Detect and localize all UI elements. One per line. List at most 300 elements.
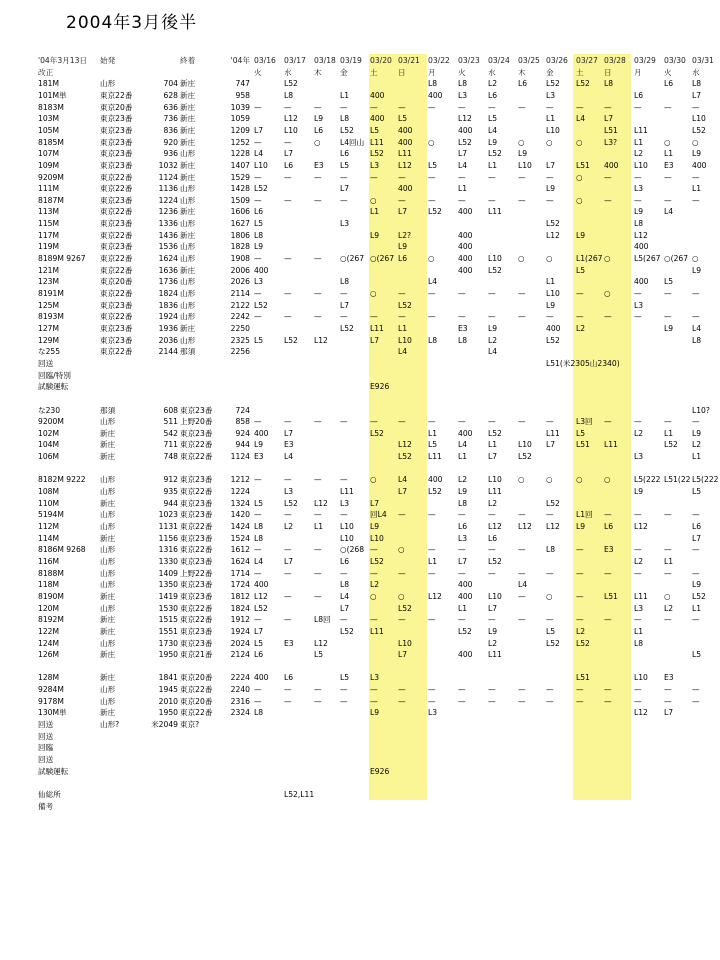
table-cell: 山形	[180, 335, 196, 345]
table-cell: —	[398, 195, 406, 205]
table-cell: 東京22番	[180, 487, 213, 497]
table-cell: L2	[576, 323, 586, 333]
table-cell: 山形	[180, 277, 196, 287]
table-cell: 400	[398, 125, 413, 135]
table-cell: L8	[634, 219, 644, 229]
table-cell: L3	[634, 184, 644, 194]
table-cell: L51	[576, 160, 590, 170]
table-cell: L4	[692, 323, 702, 333]
table-cell: L5(267	[634, 254, 661, 264]
table-cell: —	[284, 475, 292, 485]
table-cell: 2006	[230, 265, 250, 275]
table-cell: ○	[692, 254, 699, 264]
table-cell: 400	[254, 673, 269, 683]
table-cell: 03/18	[314, 56, 336, 65]
table-cell: 127M	[38, 323, 60, 333]
table-cell: 新庄	[100, 708, 116, 718]
table-cell: L2	[634, 428, 644, 438]
table-cell: 120M	[38, 603, 60, 613]
table-cell: L52	[692, 591, 706, 601]
table-cell: 日	[604, 67, 612, 77]
table-cell: —	[546, 417, 554, 427]
table-cell: —	[284, 254, 292, 264]
table-cell: 1407	[230, 160, 250, 170]
table-cell: L1	[370, 207, 380, 217]
table-cell: L1	[458, 452, 468, 462]
table-cell: 1209	[230, 125, 250, 135]
table-cell: ○	[546, 254, 553, 264]
table-cell: 始発	[100, 56, 116, 65]
table-cell: L9	[546, 184, 556, 194]
table-cell: 東京22番	[100, 289, 133, 298]
table-cell: 1336	[158, 219, 178, 229]
table-cell: L2?	[398, 230, 412, 240]
table-cell: —	[340, 696, 348, 706]
table-cell: —	[340, 475, 348, 485]
table-cell: L8	[340, 580, 350, 590]
table-cell: 東京23番	[180, 475, 213, 485]
table-cell: L10	[488, 591, 502, 601]
table-cell: —	[664, 102, 672, 112]
table-cell: L6	[634, 90, 644, 100]
table-cell: ○(268	[340, 545, 365, 555]
table-cell: —	[692, 172, 700, 182]
table-cell: L9	[692, 149, 702, 159]
table-cell: —	[692, 510, 700, 520]
table-cell: L4	[458, 160, 468, 170]
table-cell: 912	[163, 475, 178, 485]
table-cell: L7	[284, 428, 294, 438]
table-cell: —	[692, 289, 700, 298]
table-cell: L52	[546, 219, 560, 229]
table-cell: 改正	[38, 67, 54, 77]
table-cell: L3	[634, 300, 644, 310]
table-cell: L7	[458, 556, 468, 566]
table-cell: —	[398, 685, 406, 695]
table-cell: 新庄	[100, 498, 116, 508]
table-cell: ○	[546, 475, 553, 485]
table-cell: —	[458, 289, 466, 298]
table-cell: L6	[518, 79, 528, 89]
table-cell: 03/29	[634, 56, 656, 65]
table-cell: L9	[664, 323, 674, 333]
table-cell: 東京23番	[100, 242, 133, 252]
table-cell: L5	[254, 498, 264, 508]
table-cell: 400	[546, 323, 561, 333]
table-cell: L5	[340, 160, 350, 170]
table-cell: 山形	[180, 242, 196, 252]
table-cell: 新庄	[180, 323, 196, 333]
table-cell: L52	[576, 638, 590, 648]
table-cell: L10	[370, 533, 384, 543]
table-cell: L3	[634, 452, 644, 462]
table-cell: L4回山	[340, 137, 365, 147]
table-cell: 月	[634, 67, 642, 77]
table-cell: 山形	[180, 289, 196, 298]
table-cell: —	[284, 568, 292, 578]
table-cell: L7	[370, 498, 380, 508]
table-cell: 711	[163, 440, 178, 450]
table-cell: 新庄	[100, 452, 116, 462]
table-cell: 東京23番	[180, 556, 213, 566]
table-cell: L1	[546, 277, 556, 287]
table-cell: —	[340, 195, 348, 205]
table-cell: L4	[254, 556, 264, 566]
table-cell: 400	[634, 277, 649, 287]
table-cell: —	[254, 568, 262, 578]
table-cell: —	[518, 545, 526, 555]
table-cell: 542	[163, 428, 178, 438]
table-cell: L5	[254, 335, 264, 345]
table-cell: L1	[428, 556, 438, 566]
table-cell: L6	[254, 650, 264, 660]
table-cell: 山形	[100, 522, 116, 531]
table-cell: E926	[370, 766, 390, 776]
table-cell: 123M	[38, 277, 60, 287]
table-cell: —	[604, 685, 612, 695]
table-cell: 1252	[230, 137, 250, 147]
table-cell: 1924	[158, 312, 178, 322]
table-cell: L51	[604, 125, 618, 135]
table-cell: —	[518, 685, 526, 695]
table-cell: —	[692, 545, 700, 555]
table-cell: —	[340, 510, 348, 520]
table-cell: 8188M	[38, 568, 64, 578]
table-cell: —	[604, 696, 612, 706]
table-cell: —	[576, 685, 584, 695]
table-cell: 米2049	[151, 720, 178, 730]
table-cell: L52,L11	[284, 789, 315, 799]
table-cell: L7	[340, 184, 350, 194]
table-cell: 1156	[158, 533, 178, 543]
table-cell: L7	[546, 160, 556, 170]
table-cell: L3	[340, 219, 350, 229]
table-cell: 東京23番	[180, 405, 213, 415]
table-cell: L3	[340, 498, 350, 508]
table-cell: L4	[488, 125, 498, 135]
table-cell: L10	[546, 125, 560, 135]
table-cell: 東京23番	[180, 626, 213, 636]
table-cell: 03/20	[370, 56, 392, 65]
table-cell: L52	[458, 626, 472, 636]
table-cell: L8	[692, 79, 702, 89]
table-cell: —	[314, 545, 322, 555]
table-cell: 1136	[158, 184, 178, 194]
table-cell: L12	[254, 591, 268, 601]
table-cell: —	[576, 289, 584, 298]
table-cell: L9	[692, 428, 702, 438]
table-cell: 125M	[38, 300, 60, 310]
table-cell: 400	[254, 580, 269, 590]
table-cell: E3	[458, 323, 468, 333]
table-cell: 山形	[180, 195, 196, 205]
table-cell: L51	[576, 440, 590, 450]
table-cell: ○	[314, 137, 321, 147]
table-cell: 8183M	[38, 102, 64, 112]
table-cell: L7	[370, 335, 380, 345]
table-cell: 東京20番	[100, 277, 133, 287]
table-cell: ○(267	[664, 254, 689, 264]
table-cell: L8	[546, 545, 556, 555]
table-cell: —	[314, 312, 322, 322]
table-cell: L1	[546, 114, 556, 124]
table-cell: 山形	[100, 79, 116, 89]
table-cell: L12	[314, 498, 328, 508]
table-cell: ○(267	[340, 254, 365, 264]
table-cell: ○	[546, 137, 553, 147]
table-cell: L7	[254, 626, 264, 636]
table-cell: —	[518, 172, 526, 182]
table-cell: —	[370, 615, 378, 625]
table-cell: 那須	[180, 347, 196, 357]
table-cell: L10	[254, 160, 268, 170]
table-cell: L52	[488, 265, 502, 275]
table-cell: L8	[340, 114, 350, 124]
table-cell: ○	[428, 137, 435, 147]
table-cell: 東京?	[180, 720, 200, 730]
table-cell: 1724	[230, 580, 250, 590]
table-cell: 新庄	[100, 673, 116, 683]
table-cell: —	[340, 615, 348, 625]
table-cell: 9284M	[38, 685, 64, 695]
table-cell: L3	[370, 160, 380, 170]
table-cell: 東京22番	[100, 207, 133, 217]
table-cell: —	[314, 685, 322, 695]
table-cell: L52	[254, 300, 268, 310]
table-cell: 101M単	[38, 90, 67, 100]
table-cell: L52	[370, 428, 384, 438]
table-cell: 400	[604, 160, 619, 170]
table-cell: —	[340, 172, 348, 182]
table-cell: L9	[634, 487, 644, 497]
table-cell: L6	[488, 90, 498, 100]
table-cell: L10	[398, 638, 412, 648]
table-cell: 400	[634, 242, 649, 252]
table-cell: 1530	[158, 603, 178, 613]
table-cell: ○	[546, 591, 553, 601]
table-cell: 1224	[230, 487, 250, 497]
table-cell: 8187M	[38, 195, 64, 205]
table-cell: —	[314, 417, 322, 427]
table-cell: —	[458, 545, 466, 555]
table-cell: —	[284, 195, 292, 205]
table-cell: 東京23番	[100, 114, 133, 124]
table-cell: 748	[163, 452, 178, 462]
table-cell: L1	[634, 137, 644, 147]
table-cell: 03/19	[340, 56, 362, 65]
table-cell: 747	[235, 79, 250, 89]
table-cell: 400	[370, 114, 385, 124]
table-cell: L52	[488, 428, 502, 438]
table-cell: 628	[163, 90, 178, 100]
table-cell: 東京23番	[100, 195, 133, 205]
table-cell: —	[664, 615, 672, 625]
table-cell: L4	[398, 347, 408, 357]
table-cell: —	[692, 417, 700, 427]
table-cell: L52	[340, 323, 354, 333]
table-cell: —	[518, 312, 526, 322]
table-cell: 山形	[100, 545, 116, 555]
table-cell: 山形	[100, 603, 116, 613]
table-cell: —	[488, 195, 496, 205]
table-cell: 山形	[100, 568, 116, 578]
table-cell: 104M	[38, 440, 60, 450]
table-cell: L1	[458, 603, 468, 613]
table-cell: L52	[546, 335, 560, 345]
table-cell: —	[604, 615, 612, 625]
table-cell: L52	[254, 184, 268, 194]
table-cell: 858	[235, 417, 250, 427]
table-cell: —	[314, 195, 322, 205]
table-cell: 火	[458, 67, 466, 77]
table-cell: L52	[370, 149, 384, 159]
table-cell: —	[254, 545, 262, 555]
table-cell: L1	[664, 556, 674, 566]
table-cell: L52	[546, 79, 560, 89]
table-cell: L7	[340, 300, 350, 310]
table-cell: 上野22番	[180, 568, 213, 578]
table-cell: L52	[284, 335, 298, 345]
table-cell: L4	[488, 347, 498, 357]
table-cell: L1回	[576, 510, 593, 520]
table-cell: —	[370, 417, 378, 427]
table-cell: 山形	[100, 580, 116, 590]
table-cell: —	[664, 289, 672, 298]
table-cell: 山形	[180, 219, 196, 229]
table-cell: 水	[284, 67, 292, 77]
table-cell: L8	[458, 498, 468, 508]
table-cell: —	[458, 615, 466, 625]
table-cell: 東京22番	[180, 440, 213, 450]
table-cell: 102M	[38, 428, 60, 438]
table-cell: —	[604, 195, 612, 205]
table-cell: 8189M 9267	[38, 254, 86, 264]
table-cell: E3	[664, 673, 674, 683]
table-cell: —	[458, 568, 466, 578]
table-cell: 東京23番	[180, 428, 213, 438]
table-cell: 2240	[230, 685, 250, 695]
table-cell: L9	[488, 323, 498, 333]
table-cell: L2	[488, 335, 498, 345]
table-cell: E3	[604, 545, 614, 555]
table-cell: L7	[664, 708, 674, 718]
table-cell: —	[604, 102, 612, 112]
table-cell: L6	[314, 125, 324, 135]
table-cell: L8	[604, 79, 614, 89]
table-cell: L2	[458, 475, 468, 485]
table-cell: 1124	[158, 172, 178, 182]
table-cell: —	[370, 172, 378, 182]
table-cell: L11	[634, 591, 648, 601]
table-cell: 山形	[100, 487, 116, 497]
table-cell: —	[664, 696, 672, 706]
table-cell: L8	[254, 708, 264, 718]
table-cell: —	[314, 510, 322, 520]
table-cell: —	[370, 568, 378, 578]
table-cell: L6	[692, 522, 702, 531]
table-cell: —	[458, 417, 466, 427]
table-cell: 終着	[180, 56, 196, 65]
table-cell: —	[284, 510, 292, 520]
table-cell: L11	[370, 323, 384, 333]
table-cell: ○	[604, 475, 611, 485]
table-cell: L11	[370, 137, 384, 147]
table-cell: —	[398, 568, 406, 578]
table-cell: 東京23番	[180, 638, 213, 648]
table-cell: —	[546, 615, 554, 625]
table-cell: 8186M 9268	[38, 545, 86, 555]
table-cell: 東京20番	[100, 102, 133, 112]
table-cell: 木	[314, 67, 322, 77]
table-cell: L52	[664, 440, 678, 450]
table-cell: 上野20番	[180, 417, 213, 427]
table-cell: —	[340, 685, 348, 695]
table-cell: 東京23番	[100, 160, 133, 170]
table-cell: 山形	[100, 475, 116, 485]
table-cell: 東京23番	[100, 335, 133, 345]
table-cell: —	[428, 289, 436, 298]
table-cell: —	[254, 137, 262, 147]
table-cell: 8182M 9222	[38, 475, 86, 485]
table-cell: —	[604, 417, 612, 427]
table-cell: —	[664, 685, 672, 695]
table-cell: —	[458, 685, 466, 695]
table-cell: 03/23	[458, 56, 480, 65]
table-cell: 回送	[38, 731, 54, 741]
table-cell: 736	[163, 114, 178, 124]
table-cell: 1636	[158, 265, 178, 275]
table-cell: —	[692, 195, 700, 205]
table-cell: L10	[340, 533, 354, 543]
table-cell: 水	[692, 67, 700, 77]
table-cell: L12	[314, 335, 328, 345]
table-cell: 400	[458, 591, 473, 601]
table-cell: —	[254, 417, 262, 427]
table-cell: 8190M	[38, 591, 64, 601]
table-cell: L52	[546, 498, 560, 508]
table-cell: 山形	[100, 556, 116, 566]
table-cell: —	[340, 102, 348, 112]
table-cell: L5	[546, 626, 556, 636]
table-cell: —	[398, 172, 406, 182]
table-cell: 924	[235, 428, 250, 438]
table-cell: —	[314, 696, 322, 706]
table-cell: 東京23番	[100, 125, 133, 135]
table-cell: 03/24	[488, 56, 510, 65]
table-cell: —	[518, 102, 526, 112]
table-cell: 1730	[158, 638, 178, 648]
table-cell: 117M	[38, 230, 60, 240]
table-cell: L11	[546, 428, 560, 438]
table-cell: —	[458, 102, 466, 112]
table-cell: 8185M	[38, 137, 64, 147]
table-cell: L52	[458, 137, 472, 147]
table-cell: L1	[488, 160, 498, 170]
table-cell: 122M	[38, 626, 60, 636]
table-cell: L12	[546, 522, 560, 531]
table-cell: L1	[664, 149, 674, 159]
table-cell: —	[518, 417, 526, 427]
table-cell: 新庄	[180, 172, 196, 182]
table-cell: —	[488, 312, 496, 322]
table-cell: —	[370, 545, 378, 555]
table-cell: 03/26	[546, 56, 568, 65]
table-cell: 東京22番	[180, 603, 213, 613]
table-cell: 1428	[230, 184, 250, 194]
table-cell: 1330	[158, 556, 178, 566]
table-cell: 9200M	[38, 417, 64, 427]
table-cell: 那須	[100, 405, 116, 415]
